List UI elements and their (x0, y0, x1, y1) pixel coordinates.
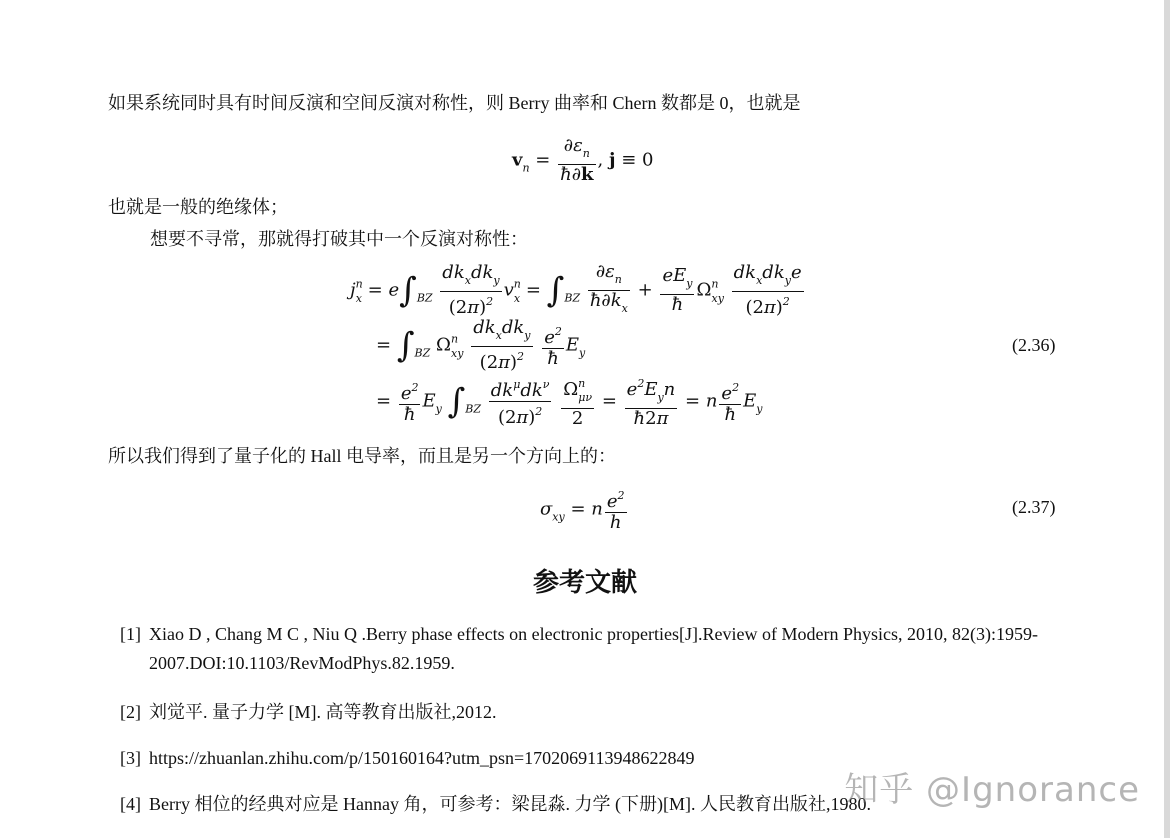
equation-number-236: (2.36) (1012, 335, 1056, 355)
paragraph-break-symmetry: 想要不寻常，那就得打破其中一个反演对称性： (150, 229, 528, 249)
reference-number: [1] (120, 624, 141, 644)
paragraph-hall-conductance: 所以我们得到了量子化的 Hall 电导率，而且是另一个方向上的： (108, 446, 616, 466)
equation-236-line3: = $\frac{e^2}{ħ}$ $E_y$ $\int_{BZ}$ $\frac{dk^\mu dk^\nu}{(2\pi)^2}$ $\frac{\Omega^n_{\mu\nu}}{2}$ = $\frac{e^2E_yn}{ħ2\pi}$ = n $\frac{e^2}{ħ}$ $E_y$ (376, 374, 762, 429)
reference-text: 刘觉平. 量子力学 [M]. 高等教育出版社,2012. (149, 702, 497, 722)
equation-236-line1: $j^n_x = e\int_{BZ}$ $\frac{dk_xdk_y}{(2\pi)^2}$ $v^n_x = \int_{BZ}$ $\frac{\partial\varepsilon_n}{ħ\partial k_x}$ + $\frac{eE_y}{ħ}$ $\Omega^n_{xy}$ $\frac{dk_xdk_ye}{(2\pi)^2}$ (350, 261, 802, 318)
equation-velocity: $v_n$ = $\frac{\partial\varepsilon_n}{ħ\partial k}$ , j ≡ 0 (512, 135, 654, 185)
reference-item (120, 620, 1065, 678)
reference-text: Berry 相位的经典对应是 Hannay 角，可参考：梁昆淼. 力学 (下册)[M]. 人民教育出版社,1980. (149, 794, 871, 814)
paragraph-insulator: 也就是一般的绝缘体； (108, 197, 288, 217)
reference-text: Xiao D , Chang M C , Niu Q .Berry phase effects on electronic properties[J].Review of Modern Physics, 2010, 82(3):1959-2007.DOI:10.1103/RevModPhys.82.1959. (149, 624, 1038, 673)
equation-236-line2: = $\int_{BZ}$ $\Omega^n_{xy}$ $\frac{dk_xdk_y}{(2\pi)^2}$ $\frac{e^2}{ħ}$ $E_y$ (376, 317, 586, 373)
reference-number: [2] (120, 702, 141, 722)
equation-237: $\sigma_{xy} = n$ $\frac{e^2}{h}$ (540, 486, 629, 533)
page-edge (1164, 0, 1170, 838)
reference-link[interactable]: https://zhuanlan.zhihu.com/p/150160164?utm_psn=1702069113948622849 (149, 748, 695, 768)
reference-item (120, 698, 1065, 727)
references-heading: 参考文献 (532, 568, 637, 598)
equation-number-237: (2.37) (1012, 497, 1056, 517)
zhihu-watermark: 知乎 @Ignorance (844, 770, 1140, 810)
paragraph-symmetry: 如果系统同时具有时间反演和空间反演对称性，则 Berry 曲率和 Chern 数都是 0，也就是 (108, 93, 801, 113)
reference-number: [4] (120, 794, 141, 814)
reference-number: [3] (120, 748, 141, 768)
